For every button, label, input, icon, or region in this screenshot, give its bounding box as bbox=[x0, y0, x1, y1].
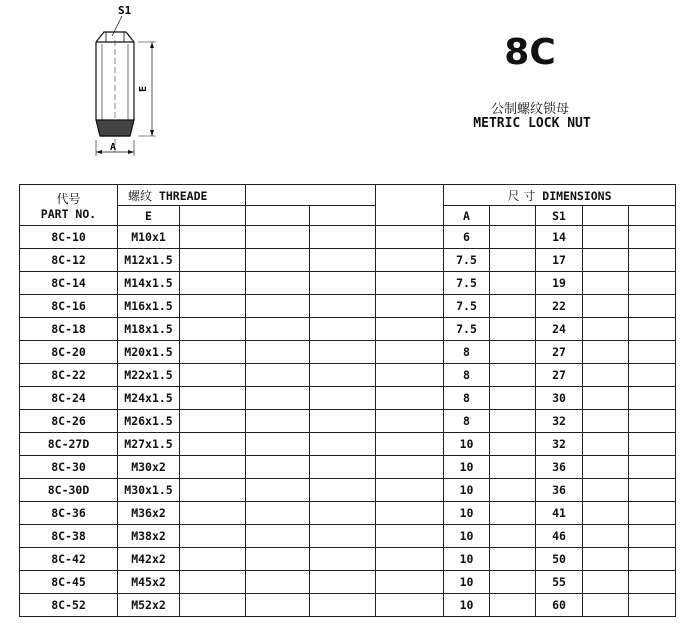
dim-a-cell: 10 bbox=[444, 502, 490, 525]
thread-cell: M30x1.5 bbox=[118, 479, 180, 502]
product-name-cn: 公制螺纹锁母 bbox=[490, 102, 569, 117]
thread-cell: M12x1.5 bbox=[118, 249, 180, 272]
dim-a-cell: 10 bbox=[444, 479, 490, 502]
thread-cell: M30x2 bbox=[118, 456, 180, 479]
table-row bbox=[20, 548, 676, 571]
dim-a-cell: 8 bbox=[444, 341, 490, 364]
thread-cell: M36x2 bbox=[118, 502, 180, 525]
dim-a-cell: 7.5 bbox=[444, 249, 490, 272]
dim-s1-cell: 27 bbox=[536, 341, 583, 364]
table-row bbox=[20, 226, 676, 249]
dimensions-header-cn: 尺 寸 bbox=[507, 188, 536, 203]
table-row bbox=[20, 502, 676, 525]
dim-a-cell: 8 bbox=[444, 364, 490, 387]
table-row bbox=[20, 249, 676, 272]
dim-s1-cell: 27 bbox=[536, 364, 583, 387]
part-no-cell: 8C-22 bbox=[20, 364, 118, 387]
table-row bbox=[20, 525, 676, 548]
table-row bbox=[20, 594, 676, 617]
thread-e-subheader: E bbox=[118, 206, 180, 226]
dim-s1-cell: 32 bbox=[536, 433, 583, 456]
dim-s1-cell: 41 bbox=[536, 502, 583, 525]
table-row bbox=[20, 272, 676, 295]
part-no-cell: 8C-30 bbox=[20, 456, 118, 479]
blank-header-1 bbox=[246, 185, 376, 206]
dim-a-cell: 10 bbox=[444, 525, 490, 548]
table-row bbox=[20, 387, 676, 410]
dim-s1-subheader: S1 bbox=[536, 206, 583, 226]
part-no-cell: 8C-10 bbox=[20, 226, 118, 249]
product-code: 8C bbox=[504, 32, 556, 73]
a-label: A bbox=[110, 142, 117, 153]
table-row bbox=[20, 295, 676, 318]
part-no-cell: 8C-12 bbox=[20, 249, 118, 272]
thread-cell: M18x1.5 bbox=[118, 318, 180, 341]
thread-cell: M27x1.5 bbox=[118, 433, 180, 456]
dim-a-cell: 8 bbox=[444, 387, 490, 410]
part-no-cell: 8C-52 bbox=[20, 594, 118, 617]
table-row bbox=[20, 318, 676, 341]
part-no-header-en: PART NO. bbox=[40, 206, 97, 221]
dim-s1-cell: 36 bbox=[536, 456, 583, 479]
part-no-cell: 8C-20 bbox=[20, 341, 118, 364]
dim-s1-cell: 14 bbox=[536, 226, 583, 249]
part-no-header-cn: 代号 bbox=[56, 191, 81, 206]
table-row bbox=[20, 433, 676, 456]
dim-a-subheader: A bbox=[444, 206, 490, 226]
table-row bbox=[20, 341, 676, 364]
dim-a-cell: 7.5 bbox=[444, 295, 490, 318]
thread-cell: M16x1.5 bbox=[118, 295, 180, 318]
part-no-cell: 8C-18 bbox=[20, 318, 118, 341]
dim-s1-cell: 60 bbox=[536, 594, 583, 617]
dim-a-cell: 6 bbox=[444, 226, 490, 249]
part-no-cell: 8C-45 bbox=[20, 571, 118, 594]
part-no-cell: 8C-30D bbox=[20, 479, 118, 502]
thread-header-en: THREADE bbox=[158, 188, 208, 203]
thread-cell: M45x2 bbox=[118, 571, 180, 594]
dim-a-cell: 7.5 bbox=[444, 272, 490, 295]
spec-table bbox=[19, 184, 676, 617]
dim-s1-cell: 30 bbox=[536, 387, 583, 410]
table-row bbox=[20, 456, 676, 479]
part-no-header bbox=[20, 185, 118, 226]
blank-header-2 bbox=[376, 185, 444, 226]
thread-cell: M26x1.5 bbox=[118, 410, 180, 433]
thread-cell: M38x2 bbox=[118, 525, 180, 548]
e-label: E bbox=[138, 85, 149, 92]
dim-s1-cell: 55 bbox=[536, 571, 583, 594]
dimensions-header bbox=[444, 185, 676, 206]
thread-cell: M10x1 bbox=[118, 226, 180, 249]
thread-cell: M22x1.5 bbox=[118, 364, 180, 387]
dim-s1-cell: 46 bbox=[536, 525, 583, 548]
table-row bbox=[20, 364, 676, 387]
dim-s1-cell: 24 bbox=[536, 318, 583, 341]
table-row bbox=[20, 571, 676, 594]
table-row bbox=[20, 410, 676, 433]
dim-a-cell: 10 bbox=[444, 571, 490, 594]
dim-s1-cell: 17 bbox=[536, 249, 583, 272]
dim-a-cell: 10 bbox=[444, 548, 490, 571]
part-no-cell: 8C-27D bbox=[20, 433, 118, 456]
thread-cell: M20x1.5 bbox=[118, 341, 180, 364]
lock-nut-drawing bbox=[82, 2, 172, 164]
product-name-en: METRIC LOCK NUT bbox=[473, 116, 591, 131]
dim-a-cell: 10 bbox=[444, 433, 490, 456]
thread-cell: M14x1.5 bbox=[118, 272, 180, 295]
thread-header bbox=[118, 185, 246, 206]
dim-a-cell: 10 bbox=[444, 456, 490, 479]
part-no-cell: 8C-36 bbox=[20, 502, 118, 525]
thread-header-cn: 螺纹 bbox=[128, 188, 153, 203]
part-no-cell: 8C-42 bbox=[20, 548, 118, 571]
part-no-cell: 8C-38 bbox=[20, 525, 118, 548]
dim-s1-cell: 19 bbox=[536, 272, 583, 295]
thread-cell: M52x2 bbox=[118, 594, 180, 617]
thread-cell: M24x1.5 bbox=[118, 387, 180, 410]
part-no-cell: 8C-24 bbox=[20, 387, 118, 410]
part-no-cell: 8C-14 bbox=[20, 272, 118, 295]
s1-label: S1 bbox=[118, 4, 132, 17]
thread-cell: M42x2 bbox=[118, 548, 180, 571]
dimensions-header-en: DIMENSIONS bbox=[542, 188, 612, 203]
dim-s1-cell: 36 bbox=[536, 479, 583, 502]
dim-a-cell: 8 bbox=[444, 410, 490, 433]
dim-a-cell: 7.5 bbox=[444, 318, 490, 341]
part-no-cell: 8C-26 bbox=[20, 410, 118, 433]
dim-s1-cell: 32 bbox=[536, 410, 583, 433]
dim-s1-cell: 50 bbox=[536, 548, 583, 571]
dim-a-cell: 10 bbox=[444, 594, 490, 617]
dim-s1-cell: 22 bbox=[536, 295, 583, 318]
table-row bbox=[20, 479, 676, 502]
part-no-cell: 8C-16 bbox=[20, 295, 118, 318]
